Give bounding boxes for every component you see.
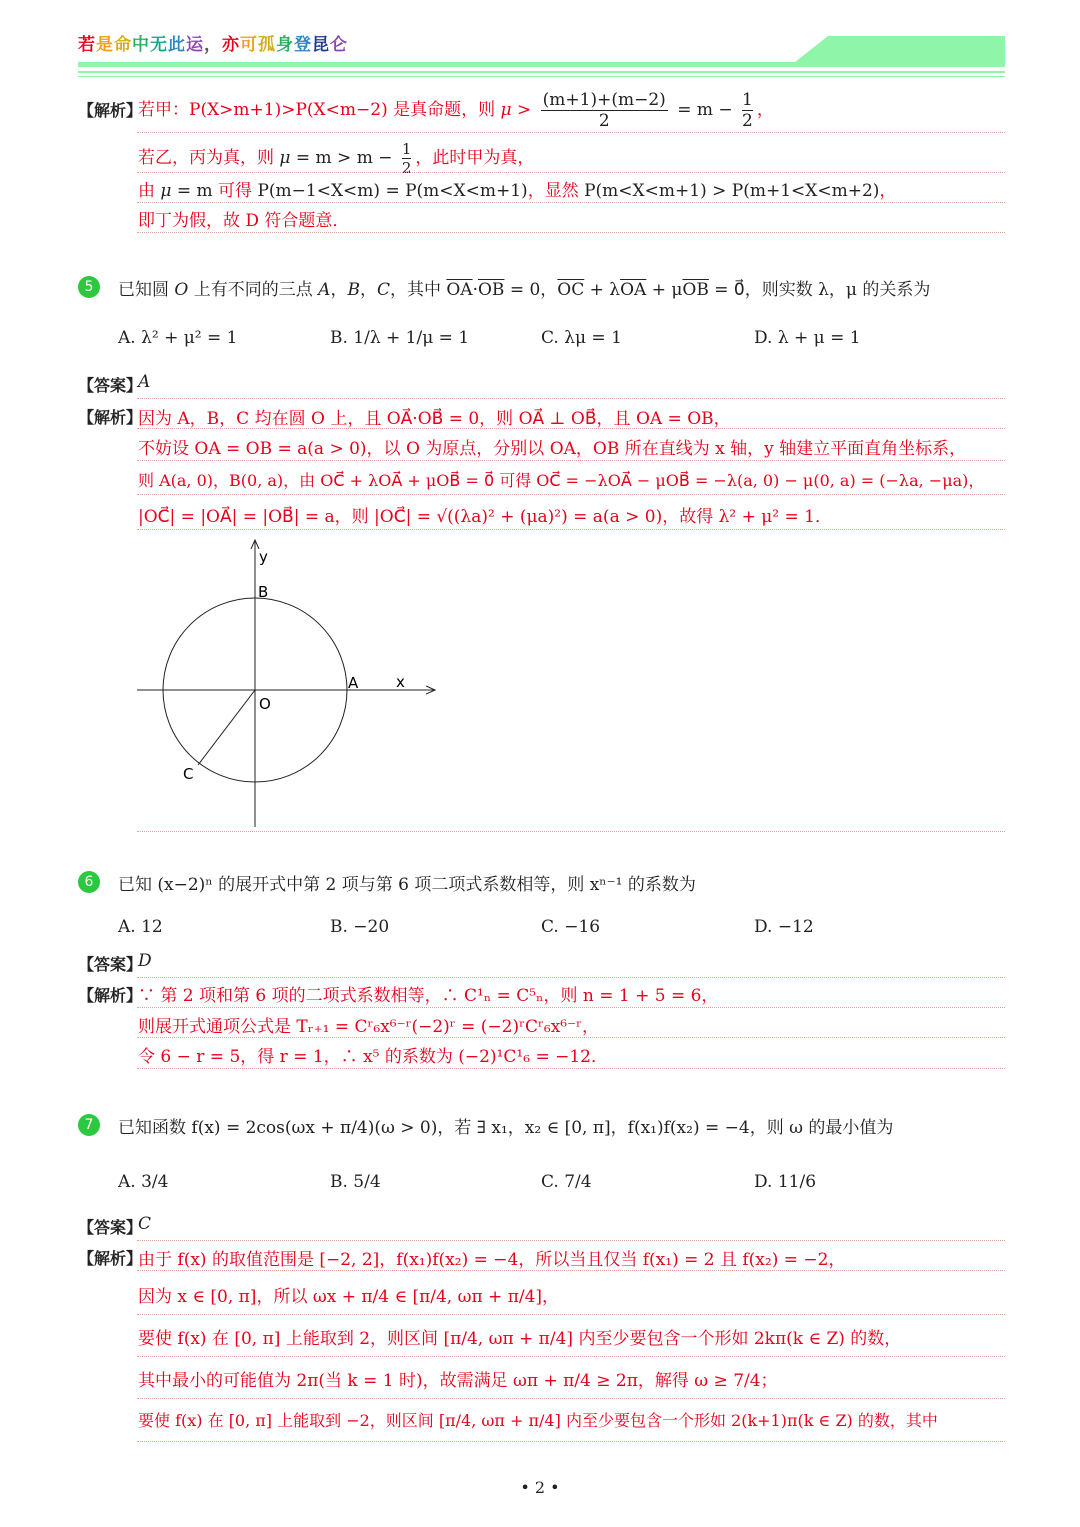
q5-stem: 已知圆 O 上有不同的三点 A，B，C，其中 $\overline{OA}\cdot\overline{OB} = 0$，$\overline{OC} + \lambda\overline{OA} + \mu\overline{OB}$ = 0⃗，则实数 λ，μ 的关系为 — [118, 280, 931, 300]
motto-char: ， — [204, 35, 222, 55]
divider — [137, 1037, 1005, 1038]
motto-char: 无 — [150, 35, 168, 55]
q5-option-d[interactable]: D. λ + μ = 1 — [754, 328, 861, 348]
label-x: x — [396, 673, 405, 691]
page-number: • 2 • — [520, 1478, 560, 1497]
divider — [137, 132, 1005, 133]
q5-option-a[interactable]: A. λ² + μ² = 1 — [118, 328, 238, 348]
label-o: O — [259, 695, 271, 713]
prev-jiexi-line-4: 即丁为假，故 D 符合题意． — [138, 211, 350, 231]
divider — [137, 977, 1005, 978]
label-b: B — [258, 583, 269, 601]
motto-char: 孤 — [258, 35, 276, 55]
q7-jiexi-line-5: 要使 f(x) 在 [0, π] 上能取到 −2，则区间 [π/4, ωπ + π/4] 内至少要包含一个形如 2(k+1)π(k ∈ Z) 的数，其中 — [138, 1411, 938, 1430]
q7-option-a[interactable]: A. 3/4 — [118, 1172, 169, 1192]
motto-char: 登 — [294, 35, 312, 55]
label-y: y — [259, 548, 268, 566]
q7-answer-label: 【答案】 — [78, 1218, 143, 1237]
label-a: A — [348, 674, 359, 692]
header-tab-shape — [795, 36, 1005, 62]
divider — [137, 460, 1005, 461]
q7-jiexi-line-3: 要使 f(x) 在 [0, π] 上能取到 2，则区间 [π/4, ωπ + π/4] 内至少要包含一个形如 2kπ(k ∈ Z) 的数， — [138, 1329, 902, 1349]
q7-option-c[interactable]: C. 7/4 — [541, 1172, 592, 1192]
prev-jiexi-line-3: 由 μ = m 可得 P(m−1<X<m) = P(m<X<m+1)，显然 P(m<X<m+1) > P(m+1<X<m+2)， — [138, 181, 897, 201]
segment-oc — [198, 690, 255, 765]
motto-char: 此 — [168, 35, 186, 55]
motto-char: 命 — [114, 35, 132, 55]
q6-option-a[interactable]: A. 12 — [118, 917, 163, 937]
q6-option-d[interactable]: D. −12 — [754, 917, 814, 937]
divider — [137, 172, 1005, 173]
q6-jiexi-label: 【解析】 — [78, 986, 143, 1005]
q6-jiexi-line-1: ∵ 第 2 项和第 6 项的二项式系数相等，∴ C¹ₙ = C⁵ₙ，则 n = 1 + 5 = 6， — [138, 986, 719, 1006]
divider — [137, 232, 1005, 233]
divider — [137, 1398, 1005, 1399]
q5-jiexi-line-4: |OC⃗| = |OA⃗| = |OB⃗| = a，则 |OC⃗| = √((λa)² + (μa)²) = a(a > 0)，故得 λ² + μ² = 1． — [138, 507, 832, 527]
divider — [137, 494, 1005, 495]
q7-jiexi-line-1: 由于 f(x) 的取值范围是 [−2, 2]，f(x₁)f(x₂) = −4，所以当且仅当 f(x₁) = 2 且 f(x₂) = −2， — [138, 1250, 846, 1270]
divider — [137, 1240, 1005, 1241]
header-motto — [78, 30, 348, 55]
q6-stem: 已知 (x−2)ⁿ 的展开式中第 2 项与第 6 项二项式系数相等，则 xⁿ⁻¹ 的系数为 — [118, 875, 696, 895]
q7-jiexi-line-2: 因为 x ∈ [0, π]，所以 ωx + π/4 ∈ [π/4, ωπ + π/4]， — [138, 1287, 560, 1307]
prev-jiexi-label: 【解析】 — [78, 101, 143, 120]
divider — [137, 428, 1005, 429]
divider — [137, 1314, 1005, 1315]
q7-option-d[interactable]: D. 11/6 — [754, 1172, 817, 1192]
divider — [137, 529, 1005, 530]
motto-char: 身 — [276, 35, 294, 55]
q5-option-c[interactable]: C. λμ = 1 — [541, 328, 622, 348]
q6-option-c[interactable]: C. −16 — [541, 917, 601, 937]
motto-char: 是 — [96, 35, 114, 55]
motto-char: 可 — [240, 35, 258, 55]
divider — [137, 1007, 1005, 1008]
prev-jiexi-line-2: 若乙，丙为真，则 μ = m > m − $\frac{1}{2}$ ，此时甲为真， — [138, 140, 535, 177]
q7-jiexi-line-4: 其中最小的可能值为 2π(当 k = 1 时)，故需满足 ωπ + π/4 ≥ 2π，解得 ω ≥ 7/4； — [138, 1371, 778, 1391]
q6-answer-label: 【答案】 — [78, 955, 143, 974]
q5-jiexi-line-1: 因为 A，B，C 均在圆 O 上，且 OA⃗·OB⃗ = 0，则 OA⃗ ⊥ OB⃗，且 OA = OB， — [138, 409, 731, 429]
divider — [137, 1356, 1005, 1357]
q6-answer: D — [138, 951, 152, 971]
q5-answer-label: 【答案】 — [78, 376, 143, 395]
q6-jiexi-line-3: 令 6 − r = 5，得 r = 1，∴ x⁵ 的系数为 (−2)¹C¹₆ = −12． — [138, 1047, 608, 1067]
motto-char: 中 — [132, 35, 150, 55]
q5-jiexi-label: 【解析】 — [78, 408, 143, 427]
divider — [137, 202, 1005, 203]
divider — [137, 1270, 1005, 1271]
q5-option-b[interactable]: B. 1/λ + 1/μ = 1 — [330, 328, 470, 348]
header-rule-thin — [78, 71, 1005, 73]
question-number-badge: 6 — [78, 871, 100, 893]
q6-option-b[interactable]: B. −20 — [330, 917, 390, 937]
q5-circle-figure — [130, 535, 450, 835]
motto-char: 若 — [78, 35, 96, 55]
motto-char: 昆 — [312, 35, 330, 55]
header-rule-thick — [78, 62, 1005, 67]
q5-jiexi-line-2: 不妨设 OA = OB = a(a > 0)，以 O 为原点，分别以 OA，OB 所在直线为 x 轴，y 轴建立平面直角坐标系， — [138, 439, 967, 459]
q5-answer: A — [138, 372, 151, 392]
question-number-badge: 7 — [78, 1114, 100, 1136]
divider — [137, 831, 1005, 832]
question-number-badge: 5 — [78, 276, 100, 298]
motto-char: 仑 — [330, 35, 348, 55]
page-header — [0, 0, 1080, 90]
motto-char: 亦 — [222, 35, 240, 55]
q7-jiexi-label: 【解析】 — [78, 1249, 143, 1268]
q7-stem: 已知函数 f(x) = 2cos(ωx + π/4)(ω > 0)，若 ∃ x₁，x₂ ∈ [0, π]，f(x₁)f(x₂) = −4，则 ω 的最小值为 — [118, 1118, 894, 1138]
q5-jiexi-line-3: 则 A(a, 0)，B(0, a)，由 OC⃗ + λOA⃗ + μOB⃗ = 0⃗ 可得 OC⃗ = −λOA⃗ − μOB⃗ = −λ(a, 0) − μ(0, a) = (−λa, −μa)， — [138, 471, 985, 490]
q7-option-b[interactable]: B. 5/4 — [330, 1172, 381, 1192]
label-c: C — [183, 765, 194, 783]
motto-char: 运 — [186, 35, 204, 55]
header-rule-hairline — [78, 76, 1005, 77]
divider — [137, 1068, 1005, 1069]
prev-jiexi-line-1: 若甲：P(X>m+1)>P(X<m−2) 是真命题，则 μ > $\frac{(m+1)+(m-2)}{2}$ = m − $\frac{1}{2}$ ， — [138, 90, 774, 131]
divider — [137, 398, 1005, 399]
q6-jiexi-line-2: 则展开式通项公式是 Tᵣ₊₁ = Cʳ₆x⁶⁻ʳ(−2)ʳ = (−2)ʳCʳ₆x⁶⁻ʳ， — [138, 1017, 599, 1037]
divider — [137, 1441, 1005, 1442]
q7-answer: C — [138, 1214, 152, 1234]
